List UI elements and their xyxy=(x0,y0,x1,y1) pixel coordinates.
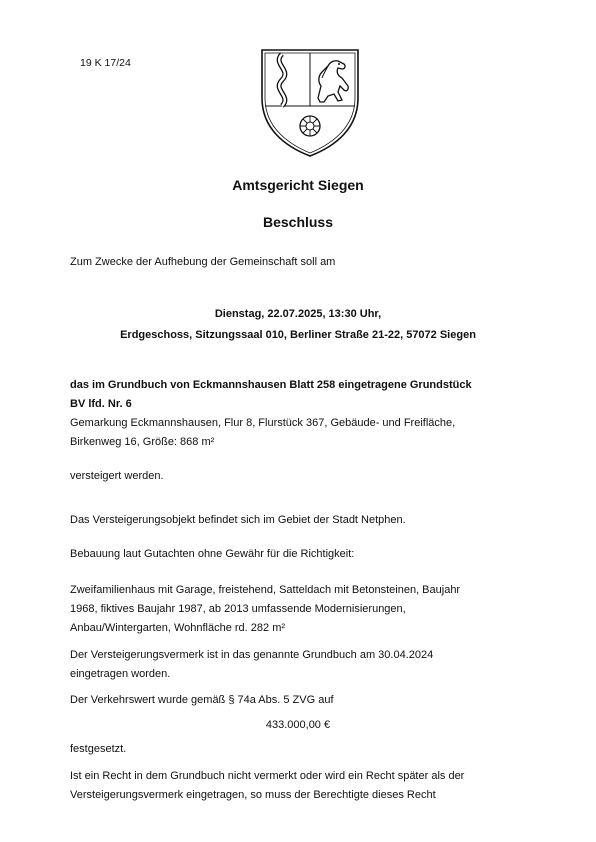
bebauung-line3: Anbau/Wintergarten, Wohnfläche rd. 282 m² xyxy=(70,622,286,634)
bebauung-line2: 1968, fiktives Baujahr 1987, ab 2013 umfassende Modernisierungen, xyxy=(70,603,406,615)
versteigert-text: versteigert werden. xyxy=(70,470,164,482)
property-heading-line1: das im Grundbuch von Eckmannshausen Blatt 258 eingetragene Grundstück xyxy=(70,379,472,391)
recht-line1: Ist ein Recht in dem Grundbuch nicht vermerkt oder wird ein Recht später als der xyxy=(70,770,465,782)
verkehrswert-intro: Der Verkehrswert wurde gemäß § 74a Abs. 5 ZVG auf xyxy=(70,694,334,706)
intro-text: Zum Zwecke der Aufhebung der Gemeinschaft soll am xyxy=(70,256,336,268)
nrw-coat-of-arms-icon xyxy=(258,46,362,160)
property-description-line2: Birkenweg 16, Größe: 868 m² xyxy=(70,436,215,448)
auction-location: Erdgeschoss, Sitzungssaal 010, Berliner Straße 21-22, 57072 Siegen xyxy=(120,329,476,341)
vermerk-line1: Der Versteigerungsvermerk ist in das genannte Grundbuch am 30.04.2024 xyxy=(70,649,434,661)
vermerk-line2: eingetragen worden. xyxy=(70,668,171,680)
festgesetzt-text: festgesetzt. xyxy=(70,743,127,755)
property-heading-line2: BV lfd. Nr. 6 xyxy=(70,398,132,410)
case-number: 19 K 17/24 xyxy=(80,57,131,69)
bebauung-line1: Zweifamilienhaus mit Garage, freistehend, Satteldach mit Betonsteinen, Baujahr xyxy=(70,584,461,596)
verkehrswert-amount: 433.000,00 € xyxy=(265,719,331,731)
document-title: Beschluss xyxy=(262,214,334,230)
location-text: Das Versteigerungsobjekt befindet sich im Gebiet der Stadt Netphen. xyxy=(70,514,406,526)
court-name: Amtsgericht Siegen xyxy=(232,177,364,193)
bebauung-intro: Bebauung laut Gutachten ohne Gewähr für die Richtigkeit: xyxy=(70,548,355,560)
property-description-line1: Gemarkung Eckmannshausen, Flur 8, Flurstück 367, Gebäude- und Freifläche, xyxy=(70,417,456,429)
recht-line2: Versteigerungsvermerk eingetragen, so muss der Berechtigte dieses Recht xyxy=(70,789,436,801)
auction-date: Dienstag, 22.07.2025, 13:30 Uhr, xyxy=(214,308,382,320)
